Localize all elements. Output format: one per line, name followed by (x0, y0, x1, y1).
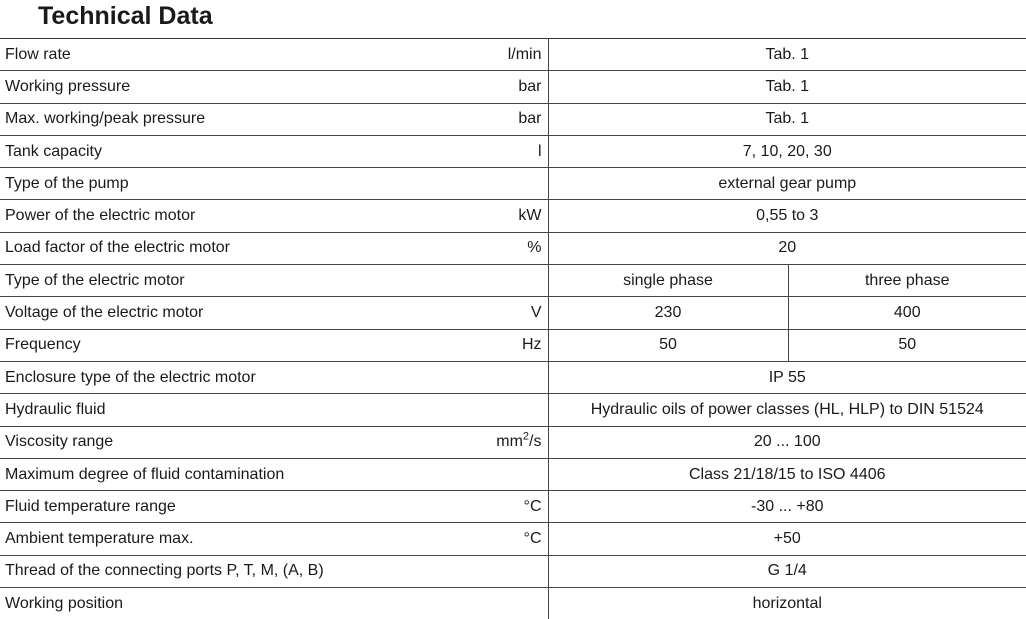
unit-label: % (470, 232, 548, 264)
unit-label: l/min (470, 39, 548, 71)
parameter-label: Thread of the connecting ports P, T, M, (A, B) (0, 555, 470, 587)
unit-label (470, 458, 548, 490)
parameter-label: Frequency (0, 329, 470, 361)
value-cell: Tab. 1 (548, 71, 1026, 103)
value-cell-three-phase: three phase (788, 265, 1026, 297)
parameter-label: Type of the pump (0, 168, 470, 200)
parameter-label: Enclosure type of the electric motor (0, 361, 470, 393)
value-cell: 20 ... 100 (548, 426, 1026, 458)
value-cell-single-phase: 230 (548, 297, 788, 329)
parameter-label: Voltage of the electric motor (0, 297, 470, 329)
value-cell: Class 21/18/15 to ISO 4406 (548, 458, 1026, 490)
table-row-max-pressure (0, 103, 1026, 135)
table-row-hydraulic-fluid (0, 394, 1026, 426)
value-cell: 20 (548, 232, 1026, 264)
unit-label: °C (470, 523, 548, 555)
value-cell: horizontal (752, 594, 822, 612)
table-row-motor-type (0, 265, 1026, 297)
unit-label (470, 361, 548, 393)
parameter-label: Working pressure (0, 71, 470, 103)
table-row-pump-type (0, 168, 1026, 200)
unit-tail: /s (529, 433, 542, 451)
technical-data-table (0, 38, 1026, 619)
value-cell: IP 55 (548, 361, 1026, 393)
value-cell-single-phase: single phase (548, 265, 788, 297)
value-cell: Hydraulic oils of power classes (HL, HLP) to DIN 51524 (548, 394, 1026, 426)
unit-label: °C (470, 491, 548, 523)
parameter-label: Type of the electric motor (0, 265, 470, 297)
value-cell-three-phase: 50 (788, 329, 1026, 361)
page-title: Technical Data (38, 2, 213, 30)
unit-label (470, 555, 548, 587)
parameter-label: Fluid temperature range (0, 491, 470, 523)
table-row-contamination (0, 458, 1026, 490)
table-row-fluid-temperature (0, 491, 1026, 523)
parameter-label: Tank capacity (0, 135, 470, 167)
table-row-load-factor (0, 232, 1026, 264)
value-cell: -30 ... +80 (548, 491, 1026, 523)
table-row-frequency (0, 329, 1026, 361)
value-cell: Tab. 1 (548, 39, 1026, 71)
table-row-working-pressure (0, 71, 1026, 103)
unit-label: Hz (470, 329, 548, 361)
table-row-port-thread (0, 555, 1026, 587)
unit-label (470, 394, 548, 426)
value-cell-three-phase: 400 (788, 297, 1026, 329)
parameter-label: Flow rate (0, 39, 470, 71)
unit-label: bar (470, 103, 548, 135)
parameter-label: Load factor of the electric motor (0, 232, 470, 264)
unit-label: V (470, 297, 548, 329)
parameter-label: Working position (5, 594, 123, 612)
value-cell-single-phase: 50 (548, 329, 788, 361)
table-row-motor-voltage (0, 297, 1026, 329)
unit-label (470, 265, 548, 297)
parameter-label: Hydraulic fluid (0, 394, 470, 426)
table-row-working-position (0, 588, 1026, 619)
value-cell: Tab. 1 (548, 103, 1026, 135)
value-cell: G 1/4 (548, 555, 1026, 587)
unit-label: l (470, 135, 548, 167)
table-row-viscosity-range (0, 426, 1026, 458)
unit-base: mm (496, 433, 523, 451)
value-cell: 7, 10, 20, 30 (548, 135, 1026, 167)
unit-label: kW (470, 200, 548, 232)
table-row-ambient-temperature (0, 523, 1026, 555)
parameter-label: Maximum degree of fluid contamination (0, 458, 470, 490)
table-row-tank-capacity (0, 135, 1026, 167)
parameter-label: Max. working/peak pressure (0, 103, 470, 135)
unit-label (470, 168, 548, 200)
value-cell: 0,55 to 3 (548, 200, 1026, 232)
value-cell: external gear pump (548, 168, 1026, 200)
unit-exponent: 2 (522, 430, 530, 443)
unit-label (470, 426, 548, 458)
table-row-flow-rate (0, 39, 1026, 71)
unit-label (470, 588, 548, 619)
unit-label: bar (470, 71, 548, 103)
parameter-label: Ambient temperature max. (0, 523, 470, 555)
table-row-enclosure-type (0, 361, 1026, 393)
value-cell: +50 (548, 523, 1026, 555)
parameter-label: Viscosity range (0, 426, 470, 458)
table-row-motor-power (0, 200, 1026, 232)
parameter-label: Power of the electric motor (0, 200, 470, 232)
